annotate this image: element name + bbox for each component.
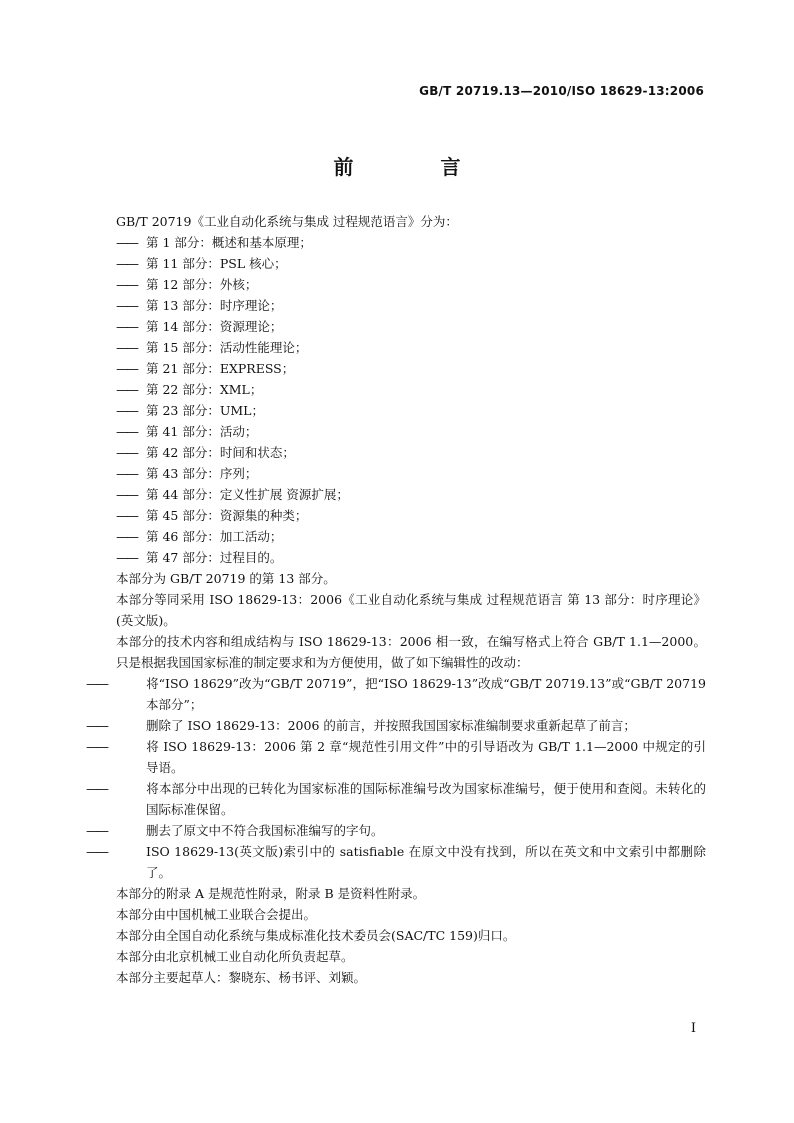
list-item: —— ISO 18629-13(英文版)索引中的 satisfiable 在原文中没有找到，所以在英文和中文索引中都删除了。 bbox=[86, 844, 706, 880]
list-item: —— 第 1 部分：概述和基本原理； bbox=[116, 235, 312, 250]
list-item: —— 第 42 部分：时间和状态； bbox=[116, 445, 295, 460]
list-item: —— 将本部分中出现的已转化为国家标准的国际标准编号改为国家标准编号，便于使用和查阅。未转化的国际标准保留。 bbox=[86, 781, 706, 817]
committee-paragraph: 本部分由全国自动化系统与集成标准化技术委员会(SAC/TC 159)归口。 bbox=[116, 928, 516, 943]
list-item: —— 删去了原文中不符合我国标准编写的字句。 bbox=[86, 823, 384, 838]
parts-list bbox=[90, 232, 706, 568]
list-item: —— 将“ISO 18629”改为“GB/T 20719”，把“ISO 18629-13”改成“GB/T 20719.13”或“GB/T 20719 本部分”； bbox=[86, 676, 706, 712]
list-item: —— 第 45 部分：资源集的种类； bbox=[116, 508, 308, 523]
intro-paragraph: GB/T 20719《工业自动化系统与集成 过程规范语言》分为： bbox=[116, 214, 458, 229]
changes-list bbox=[86, 673, 706, 883]
list-item: —— 第 14 部分：资源理论； bbox=[116, 319, 283, 334]
page-title: 前 言 bbox=[333, 155, 501, 179]
list-item: —— 第 44 部分：定义性扩展 资源扩展； bbox=[116, 487, 349, 502]
standard-code-header: GB/T 20719.13—2010/ISO 18629-13:2006 bbox=[419, 84, 704, 98]
list-item: —— 将 ISO 18629-13：2006 第 2 章“规范性引用文件”中的引导语改为 GB/T 1.1—2000 中规定的引导语。 bbox=[86, 739, 706, 775]
list-item: —— 第 41 部分：活动； bbox=[116, 424, 258, 439]
list-item: —— 第 46 部分：加工活动； bbox=[116, 529, 283, 544]
list-item: —— 第 12 部分：外核； bbox=[116, 277, 258, 292]
changes-intro-paragraph: 本部分的技术内容和组成结构与 ISO 18629-13：2006 相一致，在编写格式上符合 GB/T 1.1—2000。只是根据我国国家标准的制定要求和为方便使用，做了如下编辑性的改动： bbox=[116, 634, 706, 670]
equivalence-paragraph: 本部分等同采用 ISO 18629-13：2006《工业自动化系统与集成 过程规范语言 第 13 部分：时序理论》(英文版)。 bbox=[116, 592, 706, 628]
drafters-paragraph: 本部分主要起草人：黎晓东、杨书评、刘颖。 bbox=[116, 970, 367, 985]
page-number: I bbox=[690, 1021, 696, 1036]
list-item: —— 第 23 部分：UML； bbox=[116, 403, 264, 418]
list-item: —— 第 21 部分：EXPRESS； bbox=[116, 361, 295, 376]
annex-paragraph: 本部分的附录 A 是规范性附录，附录 B 是资料性附录。 bbox=[116, 886, 426, 901]
list-item: —— 第 11 部分：PSL 核心； bbox=[116, 256, 287, 271]
list-item: —— 第 22 部分：XML； bbox=[116, 382, 263, 397]
list-item: —— 第 47 部分：过程目的。 bbox=[116, 550, 283, 565]
proposer-paragraph: 本部分由中国机械工业联合会提出。 bbox=[116, 907, 317, 922]
drafter-org-paragraph: 本部分由北京机械工业自动化所负责起草。 bbox=[116, 949, 354, 964]
part13-paragraph: 本部分为 GB/T 20719 的第 13 部分。 bbox=[116, 571, 336, 586]
foreword-body bbox=[86, 211, 706, 988]
list-item: —— 删除了 ISO 18629-13：2006 的前言，并按照我国国家标准编制要求重新起草了前言； bbox=[86, 718, 636, 733]
list-item: —— 第 13 部分：时序理论； bbox=[116, 298, 283, 313]
list-item: —— 第 15 部分：活动性能理论； bbox=[116, 340, 308, 355]
list-item: —— 第 43 部分：序列； bbox=[116, 466, 258, 481]
